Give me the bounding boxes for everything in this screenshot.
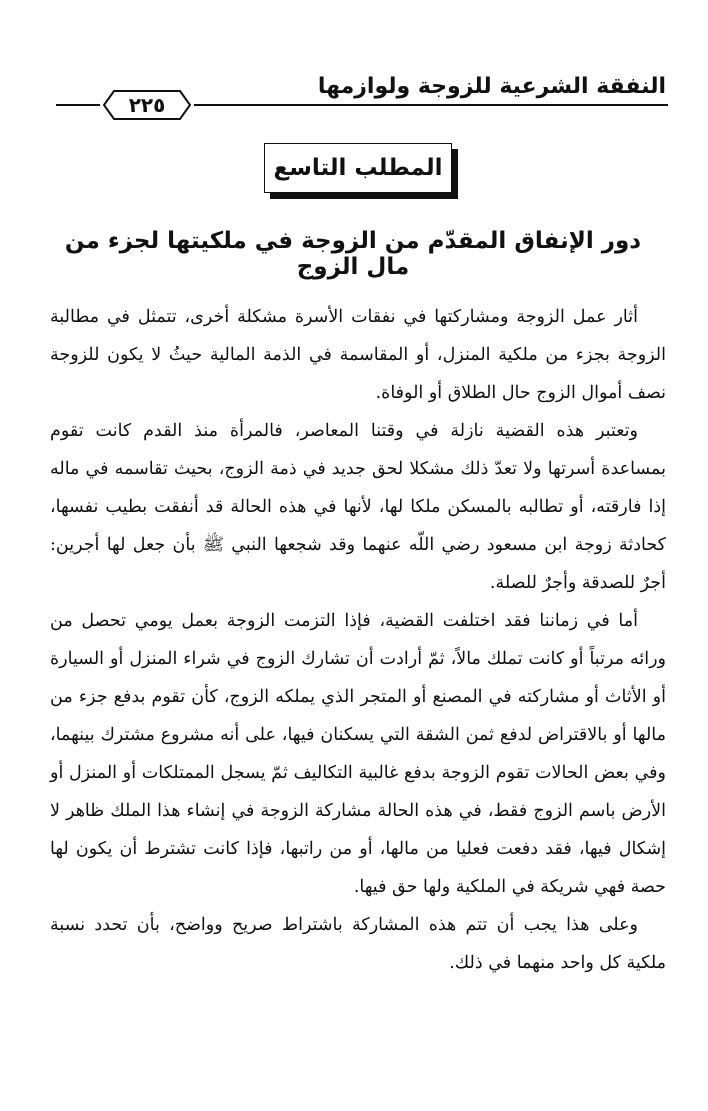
chapter-title: دور الإنفاق المقدّم من الزوجة في ملكيتها لجزء من مال الزوج [64, 228, 642, 280]
page-number-badge [100, 87, 194, 123]
page-number: ٢٢٥ [128, 93, 166, 117]
section-label: المطلب التاسع [273, 155, 443, 181]
body-text [50, 298, 666, 982]
section-label-box [264, 143, 452, 193]
paragraph: وتعتبر هذه القضية نازلة في وقتنا المعاصر، فالمرأة منذ القدم كانت تقوم بمساعدة أسرتها ولا تعدّ ذلك مشكلا لحق جديد في ذمة الزوج، بحيث تقاسمه في ماله إذا فارقته، أو تطالبه بالمسكن ملكا لها، لأنها في هذه الحالة قد أنفقت بطيب نفسها، كحادثة زوجة ابن مسعود رضي اللّه عنهما وقد شجعها النبي ﷺ بأن جعل لها أجرين: أجرٌ للصدقة وأجرٌ للصلة. [50, 421, 666, 593]
paragraph: وعلى هذا يجب أن تتم هذه المشاركة باشتراط صريح وواضح، بأن تحدد نسبة ملكية كل واحد منهما في ذلك. [50, 915, 666, 973]
paragraph: أثار عمل الزوجة ومشاركتها في نفقات الأسرة مشكلة أخرى، تتمثل في مطالبة الزوجة بجزء من ملكية المنزل، أو المقاسمة في الذمة المالية حيثُ لا يكون للزوجة نصف أموال الزوج حال الطلاق أو الوفاة. [50, 307, 666, 403]
running-header-title: النفقة الشرعية للزوجة ولوازمها [317, 74, 666, 99]
paragraph: أما في زماننا فقد اختلفت القضية، فإذا التزمت الزوجة بعمل يومي تحصل من ورائه مرتباً أو كانت تملك مالاً، ثمّ أرادت أن تشارك الزوج في شراء المنزل أو السيارة أو الأثاث أو مشاركته في المصنع أو المتجر الذي يملكه الزوج، كأن تقوم بدفع جزء من مالها أو بالاقتراض لدفع ثمن الشقة التي يسكنان فيها، على أنه مشروع مشترك بينهما، وفي بعض الحالات تقوم الزوجة بدفع غالبية التكاليف ثمّ يسجل الممتلكات أو المنزل أو الأرض باسم الزوج فقط، في هذه الحالة مشاركة الزوجة في إنشاء هذا الملك ظاهر لا إشكال فيها، فقد دفعت فعليا من مالها، أو من راتبها، فإذا كانت تشترط أن يكون لها حصة فهي شريكة في الملكية ولها حق فيها. [50, 611, 666, 897]
